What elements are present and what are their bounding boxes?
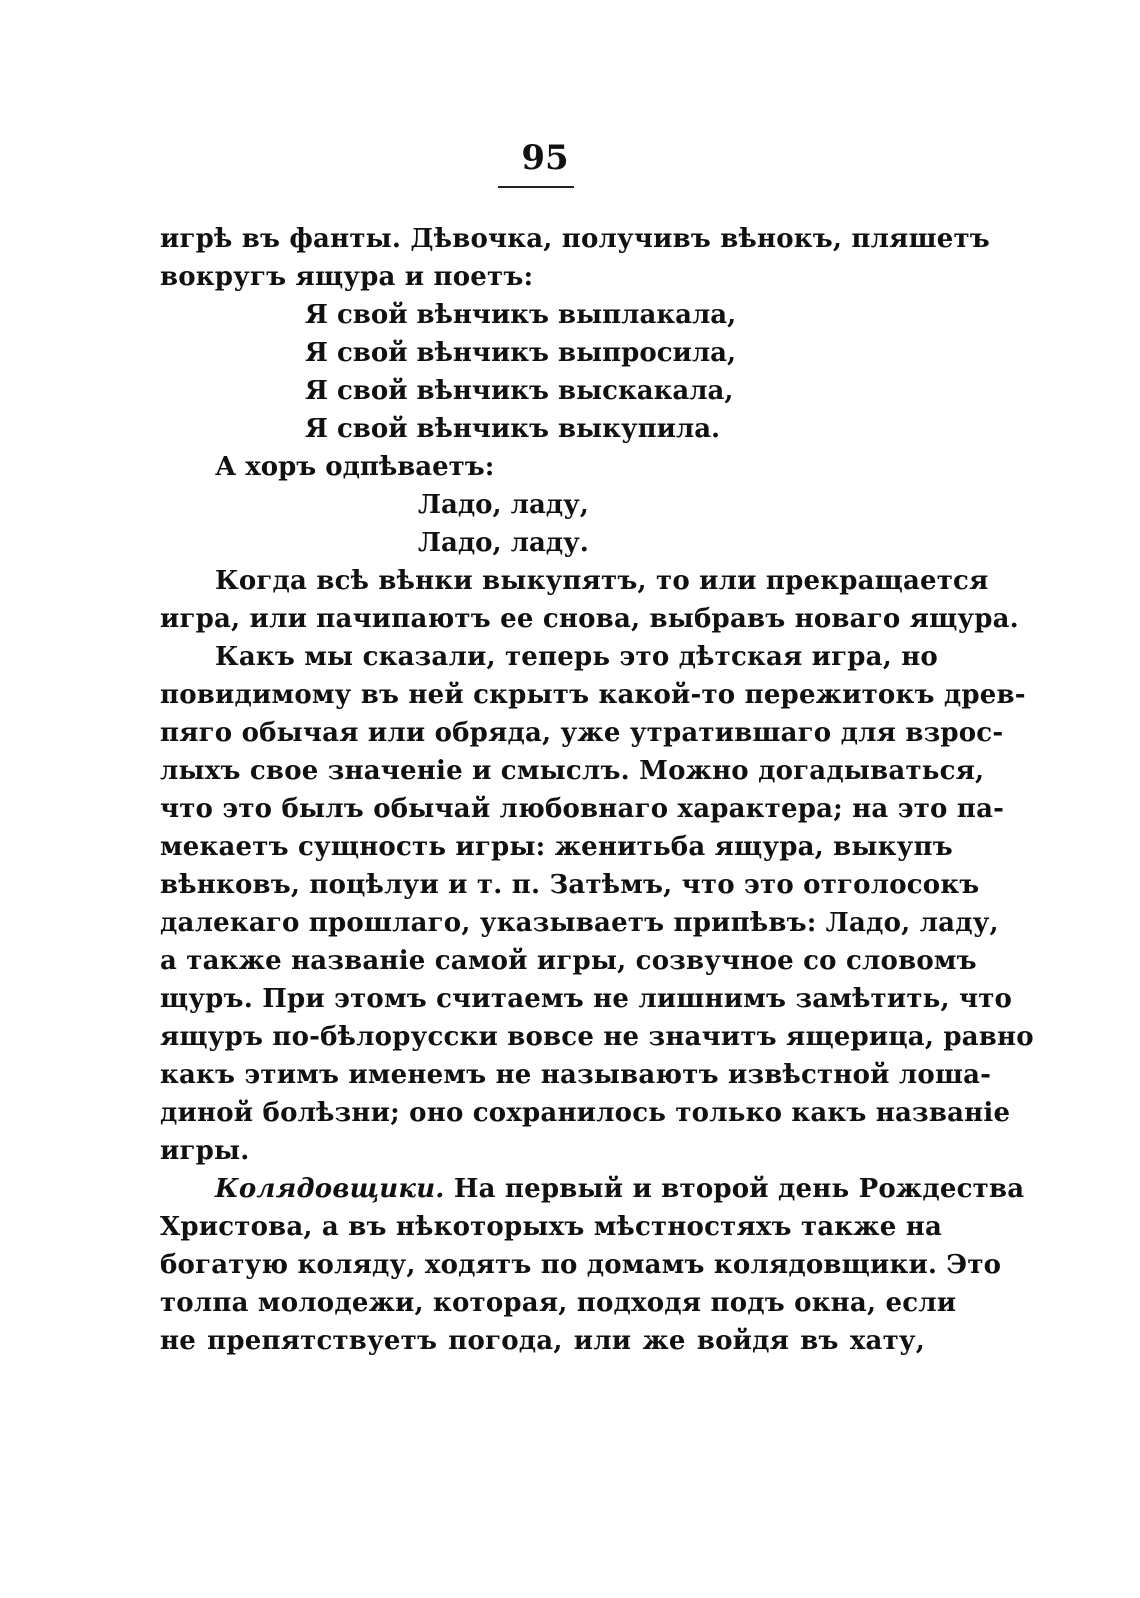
chorus-intro: А хоръ одпѣваетъ: (215, 452, 495, 482)
text-line: вокругъ ящура и поетъ: (160, 262, 534, 292)
verse-line: Я свой вѣнчикъ выпросила, (305, 338, 737, 368)
paragraph-three (160, 638, 1034, 1170)
text-line (160, 1170, 1025, 1208)
refrain-line: Ладо, ладу, (418, 490, 589, 520)
text-line: какъ этимъ именемъ не называютъ извѣстной лоша- (160, 1060, 992, 1090)
text-line: Когда всѣ вѣнки выкупятъ, то или прекращается (215, 566, 989, 596)
text-line: игра, или пачипаютъ ее снова, выбравъ новаго ящура. (160, 604, 1019, 634)
text-line: щуръ. При этомъ считаемъ не лишнимъ замѣтить, что (160, 984, 1013, 1014)
text-line: что это былъ обычай любовнаго характера; на это па- (160, 794, 1005, 824)
text-line: богатую коляду, ходятъ по домамъ колядовщики. Это (160, 1250, 1002, 1280)
song-refrain (418, 486, 589, 562)
text-line: а также названіе самой игры, созвучное со словомъ (160, 946, 977, 976)
page-number-rule (498, 186, 574, 188)
text-line: диной болѣзни; оно сохранилось только какъ названіе (160, 1098, 1011, 1128)
text-line: повидимому въ ней скрытъ какой-то пережитокъ древ- (160, 680, 1026, 710)
verse-line: Я свой вѣнчикъ выплакала, (305, 300, 737, 330)
paragraph-four (160, 1170, 1025, 1360)
verse-line: Я свой вѣнчикъ выскакала, (305, 376, 734, 406)
text-line: вѣнковъ, поцѣлуи и т. п. Затѣмъ, что это отголосокъ (160, 870, 980, 900)
text-fragment: На первый и второй день Рождества (453, 1174, 1025, 1204)
paragraph-two (160, 562, 1019, 638)
text-line: ящуръ по-бѣлорусски вовсе не значитъ ящерица, равно (160, 1022, 1034, 1052)
section-lead: Колядовщики. (215, 1174, 445, 1204)
text-line: Какъ мы сказали, теперь это дѣтская игра, но (215, 642, 938, 672)
text-line: игры. (160, 1136, 250, 1166)
text-line: Христова, а въ нѣкоторыхъ мѣстностяхъ также на (160, 1212, 943, 1242)
text-line: игрѣ въ фанты. Дѣвочка, получивъ вѣнокъ, пляшетъ (160, 224, 990, 254)
page-number: 95 (521, 138, 569, 178)
text-line: толпа молодежи, которая, подходя подъ окна, если (160, 1288, 957, 1318)
text-line: далекаго прошлаго, указываетъ припѣвъ: Ладо, ладу, (160, 908, 999, 938)
refrain-line: Ладо, ладу. (418, 528, 589, 558)
verse-line: Я свой вѣнчикъ выкупила. (305, 414, 721, 444)
text-line: мекаетъ сущность игры: женитьба ящура, выкупъ (160, 832, 953, 862)
text-line: не препятствуетъ погода, или же войдя въ хату, (160, 1326, 925, 1356)
text-line: лыхъ свое значеніе и смыслъ. Можно догадываться, (160, 756, 985, 786)
paragraph-intro (160, 220, 990, 296)
text-line: пяго обычая или обряда, уже утратившаго для взрос- (160, 718, 1004, 748)
song-verse (305, 296, 736, 448)
